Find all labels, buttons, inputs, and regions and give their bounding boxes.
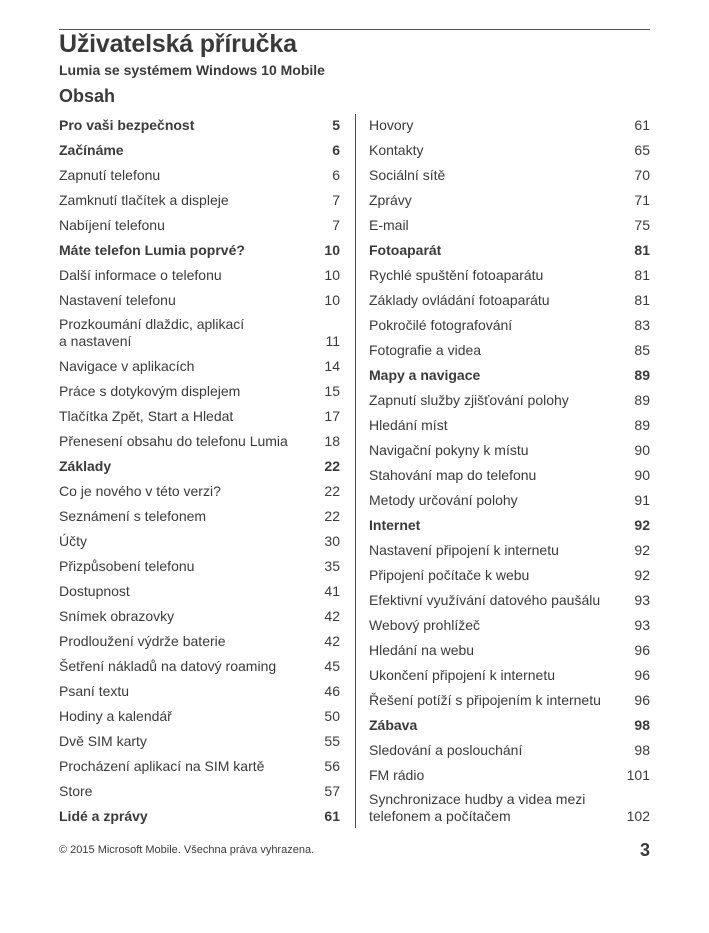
toc-entry-page: 93 [634, 617, 650, 633]
toc-entry[interactable] [59, 703, 340, 728]
toc-entry[interactable] [369, 287, 650, 312]
toc-entry[interactable] [59, 628, 340, 653]
toc-entry[interactable] [59, 353, 340, 378]
toc-entry[interactable] [59, 753, 340, 778]
toc-entry-label: Práce s dotykovým displejem [59, 383, 241, 399]
toc-entry[interactable] [59, 653, 340, 678]
toc-entry-label: Internet [369, 517, 421, 533]
toc-entry-page: 61 [324, 808, 340, 824]
toc-entry-page: 30 [324, 533, 340, 549]
toc-entry-page: 10 [324, 292, 340, 308]
toc-chapter-entry[interactable] [59, 137, 340, 162]
toc-entry-page: 89 [634, 367, 650, 383]
toc-entry-label: Zprávy [369, 192, 412, 208]
toc-entry-label: Účty [59, 533, 87, 549]
toc-entry[interactable] [59, 528, 340, 553]
toc-entry-page: 96 [634, 667, 650, 683]
toc-entry-page: 11 [325, 333, 340, 349]
toc-chapter-entry[interactable] [369, 712, 650, 737]
toc-chapter-entry[interactable] [369, 512, 650, 537]
toc-entry-page: 89 [634, 392, 650, 408]
toc-entry-page: 22 [324, 483, 340, 499]
toc-entry[interactable] [59, 378, 340, 403]
toc-entry[interactable] [369, 787, 650, 828]
toc-entry-page: 42 [324, 633, 340, 649]
toc-entry-page: 7 [332, 192, 340, 208]
toc-entry[interactable] [369, 312, 650, 337]
toc-entry-page: 46 [324, 683, 340, 699]
toc-entry-label: Prodloužení výdrže baterie [59, 633, 226, 649]
toc-entry[interactable] [369, 737, 650, 762]
toc-entry-page: 10 [324, 267, 340, 283]
toc-entry[interactable] [369, 212, 650, 237]
toc-entry-page: 18 [324, 433, 340, 449]
toc-entry-label: Sledování a poslouchání [369, 742, 523, 758]
toc-entry-label: Sociální sítě [369, 167, 446, 183]
toc-entry-label: Dvě SIM karty [59, 733, 147, 749]
toc-entry-page: 22 [324, 508, 340, 524]
toc-entry[interactable] [59, 603, 340, 628]
toc-entry-label: Připojení počítače k webu [369, 567, 530, 583]
toc-entry[interactable] [369, 612, 650, 637]
toc-entry-label: Psaní textu [59, 683, 130, 699]
toc-entry-page: 57 [324, 783, 340, 799]
toc-entry-page: 96 [634, 692, 650, 708]
toc-entry[interactable] [59, 162, 340, 187]
toc-entry-page: 101 [626, 767, 650, 783]
document-subtitle: Lumia se systémem Windows 10 Mobile [59, 62, 325, 78]
toc-right-column [369, 112, 650, 828]
toc-entry-label: Mapy a navigace [369, 367, 481, 383]
toc-entry[interactable] [369, 162, 650, 187]
toc-chapter-entry[interactable] [369, 237, 650, 262]
toc-entry[interactable] [59, 478, 340, 503]
toc-entry-page: 17 [324, 408, 340, 424]
toc-entry-label: Navigace v aplikacích [59, 358, 195, 374]
toc-entry[interactable] [59, 678, 340, 703]
toc-entry-label: Přenesení obsahu do telefonu Lumia [59, 433, 288, 449]
toc-entry-label: Hledání na webu [369, 642, 475, 658]
toc-left-column [59, 112, 340, 828]
toc-entry-page: 10 [324, 242, 340, 258]
toc-entry-page: 90 [634, 442, 650, 458]
toc-entry-label: Začínáme [59, 142, 124, 158]
toc-chapter-entry[interactable] [59, 112, 340, 137]
toc-entry[interactable] [369, 687, 650, 712]
toc-entry[interactable] [369, 537, 650, 562]
toc-entry-label: Hodiny a kalendář [59, 708, 172, 724]
toc-entry[interactable] [59, 287, 340, 312]
toc-entry-page: 7 [332, 217, 340, 233]
toc-entry-label: Procházení aplikací na SIM kartě [59, 758, 265, 774]
toc-entry[interactable] [369, 487, 650, 512]
toc-entry-page: 6 [332, 167, 340, 183]
toc-entry-page: 81 [634, 267, 650, 283]
toc-entry-page: 35 [324, 558, 340, 574]
toc-entry-page: 65 [634, 142, 650, 158]
toc-entry-label: Fotografie a videa [369, 342, 482, 358]
toc-entry-page: 70 [634, 167, 650, 183]
toc-entry[interactable] [59, 553, 340, 578]
toc-entry-label: Zamknutí tlačítek a displeje [59, 192, 229, 208]
toc-entry-label: Hovory [369, 117, 414, 133]
toc-entry-label: Tlačítka Zpět, Start a Hledat [59, 408, 234, 424]
toc-chapter-entry[interactable] [369, 362, 650, 387]
toc-entry[interactable] [59, 403, 340, 428]
toc-chapter-entry[interactable] [59, 803, 340, 828]
toc-entry-page: 81 [634, 242, 650, 258]
toc-entry-label: FM rádio [369, 767, 425, 783]
toc-entry-page: 75 [634, 217, 650, 233]
toc-entry-label: Šetření nákladů na datový roaming [59, 658, 277, 674]
toc-entry-page: 5 [332, 117, 340, 133]
toc-entry-label: Hledání míst [369, 417, 448, 433]
toc-entry[interactable] [369, 587, 650, 612]
toc-entry-page: 41 [324, 583, 340, 599]
toc-entry-label: Zábava [369, 717, 418, 733]
toc-entry-page: 90 [634, 467, 650, 483]
toc-entry-page: 92 [634, 517, 650, 533]
toc-entry-label: Fotoaparát [369, 242, 442, 258]
toc-entry-page: 102 [626, 808, 650, 824]
contents-heading: Obsah [59, 86, 116, 106]
toc-entry[interactable] [59, 428, 340, 453]
toc-entry-label: Lidé a zprávy [59, 808, 148, 824]
toc-entry[interactable] [369, 112, 650, 137]
toc-entry-page: 55 [324, 733, 340, 749]
toc-entry-label: Základy [59, 458, 112, 474]
toc-chapter-entry[interactable] [59, 237, 340, 262]
toc-entry-label: Efektivní využívání datového paušálu [369, 592, 601, 608]
toc-entry-label: Store [59, 783, 93, 799]
toc-entry[interactable] [59, 728, 340, 753]
toc-entry-page: 98 [634, 742, 650, 758]
toc-entry-page: 42 [324, 608, 340, 624]
toc-entry-label: Navigační pokyny k místu [369, 442, 529, 458]
toc-entry[interactable] [369, 562, 650, 587]
toc-entry[interactable] [369, 337, 650, 362]
toc-entry[interactable] [369, 137, 650, 162]
toc-chapter-entry[interactable] [59, 453, 340, 478]
toc-entry[interactable] [369, 462, 650, 487]
toc-entry-label: Synchronizace hudby a videa mezi telefonem a počítačem [369, 791, 586, 824]
toc-entry-page: 98 [634, 717, 650, 733]
toc-entry-page: 92 [634, 542, 650, 558]
toc-entry[interactable] [59, 262, 340, 287]
toc-entry-label: Máte telefon Lumia poprvé? [59, 242, 245, 258]
toc-entry-label: Snímek obrazovky [59, 608, 175, 624]
toc-entry-page: 71 [634, 192, 650, 208]
toc-entry[interactable] [369, 762, 650, 787]
toc-entry-label: Rychlé spuštění fotoaparátu [369, 267, 544, 283]
toc-entry-label: Co je nového v této verzi? [59, 483, 221, 499]
toc-entry[interactable] [59, 212, 340, 237]
toc-entry-page: 83 [634, 317, 650, 333]
toc-entry-page: 56 [324, 758, 340, 774]
toc-entry-page: 22 [324, 458, 340, 474]
toc-entry-label: Kontakty [369, 142, 424, 158]
toc-entry-label: Pro vaši bezpečnost [59, 117, 195, 133]
toc-entry-label: Dostupnost [59, 583, 130, 599]
page-number: 3 [639, 840, 650, 860]
column-divider [355, 114, 356, 828]
toc-entry[interactable] [59, 312, 340, 353]
toc-entry[interactable] [369, 637, 650, 662]
toc-entry[interactable] [369, 387, 650, 412]
toc-entry-page: 89 [634, 417, 650, 433]
toc-entry-page: 15 [324, 383, 340, 399]
document-title: Uživatelská příručka [59, 30, 297, 58]
toc-entry[interactable] [369, 187, 650, 212]
toc-entry[interactable] [369, 662, 650, 687]
toc-entry[interactable] [369, 412, 650, 437]
toc-entry-label: Základy ovládání fotoaparátu [369, 292, 550, 308]
toc-entry-label: E-mail [369, 217, 409, 233]
toc-entry-page: 85 [634, 342, 650, 358]
toc-entry-page: 45 [324, 658, 340, 674]
toc-entry-label: Ukončení připojení k internetu [369, 667, 555, 683]
toc-entry-page: 91 [634, 492, 650, 508]
toc-entry-label: Nastavení telefonu [59, 292, 176, 308]
toc-entry[interactable] [59, 578, 340, 603]
toc-entry-label: Nabíjení telefonu [59, 217, 165, 233]
toc-entry-label: Seznámení s telefonem [59, 508, 207, 524]
toc-entry-page: 50 [324, 708, 340, 724]
toc-entry-label: Nastavení připojení k internetu [369, 542, 559, 558]
toc-entry-label: Řešení potíží s připojením k internetu [369, 692, 601, 708]
toc-entry-label: Zapnutí telefonu [59, 167, 161, 183]
toc-entry[interactable] [369, 262, 650, 287]
toc-entry-label: Stahování map do telefonu [369, 467, 537, 483]
toc-entry-page: 61 [634, 117, 650, 133]
toc-entry[interactable] [59, 503, 340, 528]
copyright-notice: © 2015 Microsoft Mobile. Všechna práva vyhrazena. [59, 844, 315, 856]
toc-entry[interactable] [59, 778, 340, 803]
toc-entry-page: 81 [634, 292, 650, 308]
toc-entry-page: 92 [634, 567, 650, 583]
toc-entry[interactable] [59, 187, 340, 212]
toc-entry-page: 93 [634, 592, 650, 608]
toc-entry-label: Zapnutí služby zjišťování polohy [369, 392, 569, 408]
toc-entry-label: Webový prohlížeč [369, 617, 481, 633]
toc-entry[interactable] [369, 437, 650, 462]
toc-entry-page: 14 [324, 358, 340, 374]
toc-entry-label: Prozkoumání dlaždic, aplikací a nastavení [59, 316, 245, 349]
toc-entry-label: Přizpůsobení telefonu [59, 558, 195, 574]
document-page [59, 0, 650, 933]
toc-entry-page: 6 [332, 142, 340, 158]
toc-entry-label: Další informace o telefonu [59, 267, 222, 283]
toc-entry-page: 96 [634, 642, 650, 658]
toc-entry-label: Metody určování polohy [369, 492, 518, 508]
toc-entry-label: Pokročilé fotografování [369, 317, 513, 333]
